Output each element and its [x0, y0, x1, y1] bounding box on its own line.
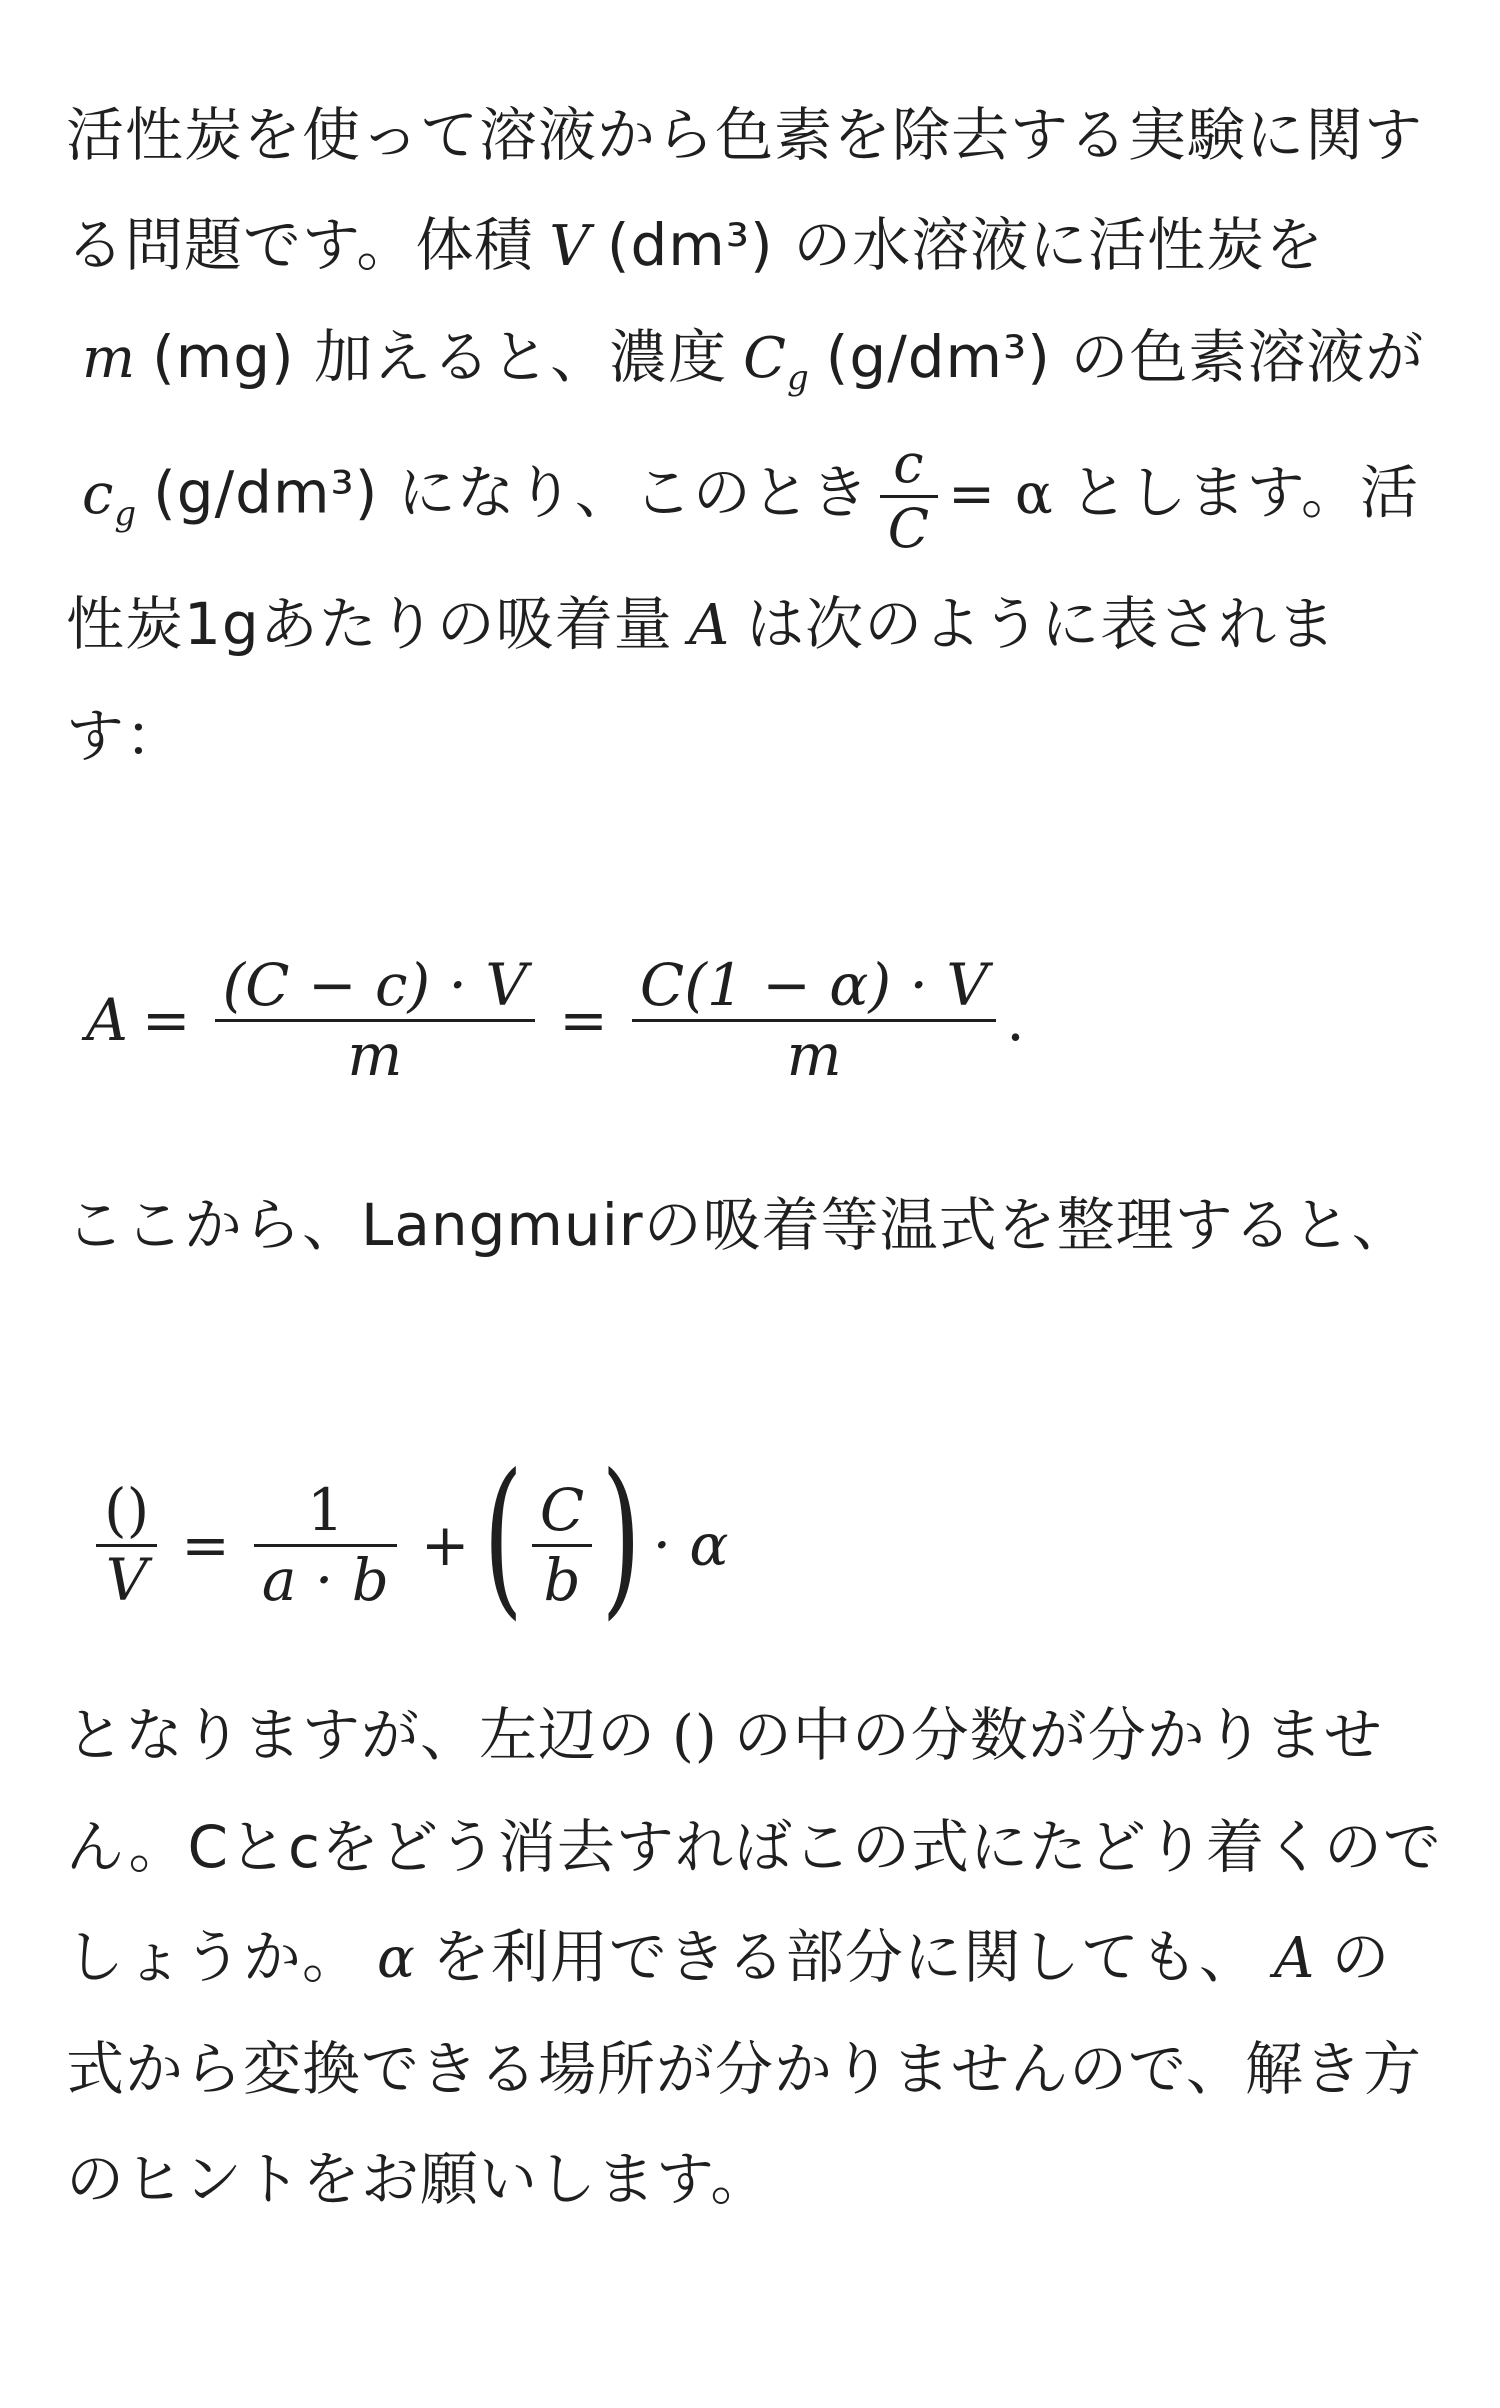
eq2-alpha-term: · α: [652, 1511, 729, 1579]
eq2-fraction-1-numerator: (): [104, 1475, 150, 1544]
intro-text-3: (mg) 加えると、濃度: [152, 323, 728, 391]
eq2-fraction-1-denominator: V: [105, 1545, 148, 1614]
adsorption-equation: [86, 935, 1025, 1105]
eq1-equals-1: =: [141, 986, 191, 1054]
initial-concentration-symbol: [727, 326, 826, 398]
question-text-4: の式から変換できる場所が分かりませんので、解き方のヒントをお願いします。: [66, 1923, 1422, 2213]
question-text-1: となりますが、左辺の: [66, 1701, 657, 1769]
mass-symbol: m: [82, 326, 137, 391]
volume-symbol: V: [549, 214, 591, 279]
eq1-fraction-1: [215, 952, 536, 1088]
final-concentration-symbol: [66, 461, 153, 534]
eq2-fraction-3-denominator: b: [543, 1545, 581, 1614]
eq1-fraction-2-denominator: m: [786, 1020, 842, 1089]
adsorption-symbol: A: [688, 592, 731, 658]
intro-text-4: (g/dm³) の色素溶液が: [825, 323, 1425, 391]
langmuir-equation: [86, 1438, 729, 1645]
eq2-fraction-2-denominator: a · b: [261, 1545, 389, 1614]
eq2-fraction-2: [254, 1477, 397, 1613]
eq1-fraction-2: [632, 952, 996, 1088]
eq1-period: .: [1006, 986, 1025, 1054]
cg-subscript: g: [114, 493, 138, 534]
eq2-fraction-3: [532, 1477, 592, 1613]
eq1-fraction-1-numerator: (C − c) · V: [222, 950, 528, 1019]
intro-text-6: とします。活性炭1gあたりの吸着量: [66, 458, 1420, 658]
intro-paragraph: [66, 80, 1446, 791]
eq2-close-paren: ): [601, 1438, 642, 1636]
ratio-denominator: C: [887, 497, 931, 561]
eq1-lhs: A: [86, 986, 128, 1054]
eq2-open-paren: (: [482, 1438, 523, 1636]
eq2-equals: =: [181, 1511, 230, 1579]
Cg-base: C: [743, 326, 787, 391]
alpha-symbol: α: [377, 1926, 416, 1991]
eq1-equals-2: =: [559, 986, 608, 1054]
eq2-fraction-2-numerator: 1: [306, 1475, 344, 1544]
question-text-3: を利用できる部分に関しても、: [431, 1923, 1258, 1991]
eq2-fraction-3-numerator: C: [539, 1475, 585, 1544]
adsorption-symbol-2: A: [1273, 1926, 1316, 1991]
eq1-fraction-1-denominator: m: [347, 1020, 403, 1089]
cg-base: c: [82, 461, 115, 527]
intro-text-2: (dm³) の水溶液に活性炭を: [606, 211, 1325, 279]
eq1-fraction-2-numerator: C(1 − α) · V: [639, 950, 989, 1019]
ratio-fraction: [880, 433, 938, 560]
empty-paren-symbol: (): [672, 1704, 718, 1769]
intro-text-7: は次のように表されます：: [66, 589, 1337, 770]
question-text-2: の中の分数が分かりません。Cとcをどう消去すればこの式にたどり着くのでしょうか。: [66, 1701, 1442, 1991]
ratio-rhs: = α: [948, 461, 1054, 527]
ratio-numerator: c: [893, 432, 925, 495]
langmuir-paragraph: ここから、Langmuirの吸着等温式を整理すると、: [66, 1191, 1411, 1259]
Cg-subscript: g: [786, 358, 810, 398]
eq2-fraction-1: [96, 1477, 157, 1613]
intro-text-1: 活性炭を使って溶液から色素を除去する実験に関する問題です。体積: [66, 101, 1424, 279]
question-paragraph: [66, 1680, 1446, 2234]
eq2-plus: +: [420, 1511, 470, 1579]
intro-text-5: (g/dm³) になり、このとき: [153, 458, 870, 527]
